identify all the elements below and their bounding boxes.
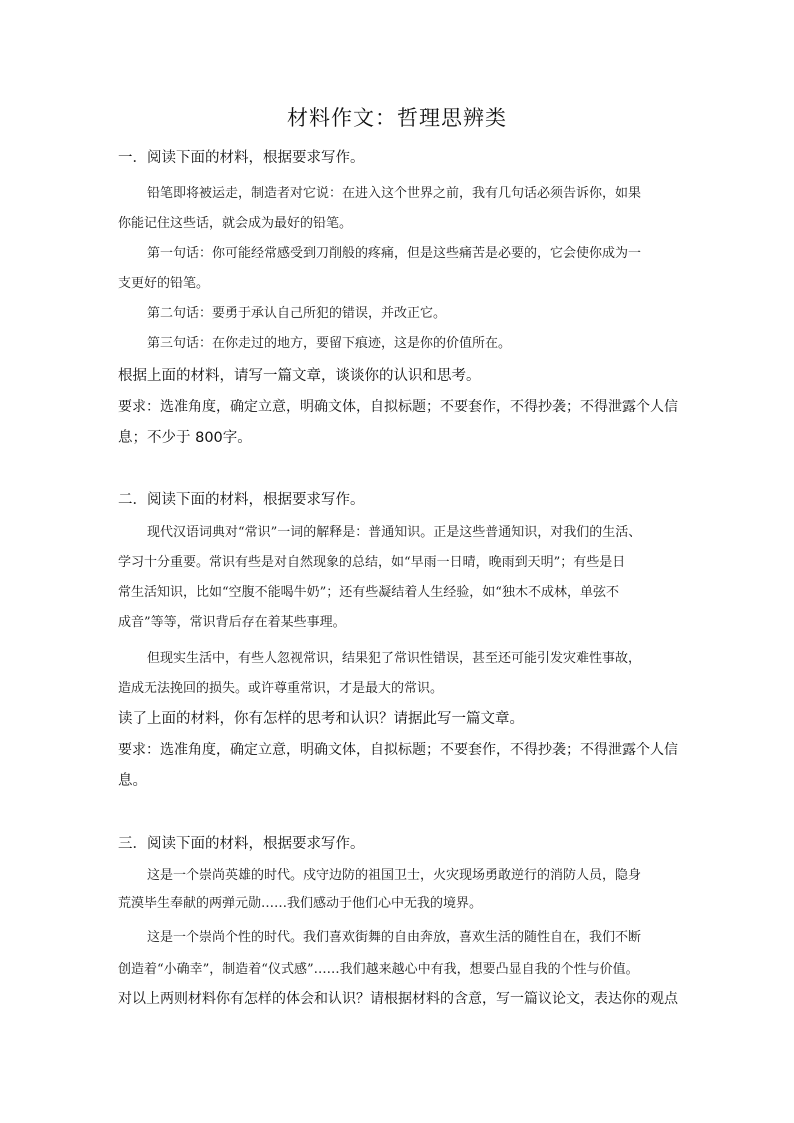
- q2-material-line: 学习十分重要。常识有些是对自然现象的总结，如“早雨一日晴，晚雨到天明”；有些是日: [118, 555, 626, 570]
- q3-material-line: 荒漠毕生奉献的两弹元勋……我们感动于他们心中无我的境界。: [118, 896, 483, 911]
- q2-requirement: 息。: [118, 773, 147, 789]
- q2-material-line: 常生活知识，比如“空腹不能喝牛奶”；还有些凝结着人生经验，如“独木不成林，单弦不: [118, 585, 619, 600]
- q3-material-line: 这是一个崇尚英雄的时代。戍守边防的祖国卫士，火灾现场勇敢逆行的消防人员，隐身: [147, 868, 642, 883]
- q3-prompt: 对以上两则材料你有怎样的体会和认识？请根据材料的含意，写一篇议论文，表达你的观点: [118, 991, 678, 1007]
- q1-material-line: 第二句话：要勇于承认自己所犯的错误，并改正它。: [147, 306, 447, 321]
- q2-material-line: 造成无法挽回的损失。或许尊重常识，才是最大的常识。: [118, 681, 444, 696]
- q2-requirement: 要求：选准角度，确定立意，明确文体，自拟标题；不要套作，不得抄袭；不得泄露个人信: [118, 742, 678, 758]
- q2-material-line: 但现实生活中，有些人忽视常识，结果犯了常识性错误，甚至还可能引发灾难性事故，: [147, 651, 642, 666]
- q1-material-line: 第一句话：你可能经常感受到刀削般的疼痛，但是这些痛苦是必要的，它会使你成为一: [147, 246, 642, 261]
- q1-requirement: 要求：选准角度，确定立意，明确文体，自拟标题；不要套作，不得抄袭；不得泄露个人信: [118, 399, 678, 415]
- q1-material-line: 你能记住这些话，就会成为最好的铅笔。: [118, 216, 353, 231]
- q1-heading: 一．阅读下面的材料，根据要求写作。: [118, 150, 365, 166]
- q1-material-line: 支更好的铅笔。: [118, 276, 210, 291]
- q2-heading: 二．阅读下面的材料，根据要求写作。: [118, 492, 365, 508]
- q1-material-line: 铅笔即将被运走，制造者对它说：在进入这个世界之前，我有几句话必须告诉你，如果: [147, 186, 642, 201]
- q3-heading: 三．阅读下面的材料，根据要求写作。: [118, 836, 365, 852]
- q1-prompt: 根据上面的材料，请写一篇文章，谈谈你的认识和思考。: [118, 368, 481, 384]
- q1-material-line: 第三句话：在你走过的地方，要留下痕迹，这是你的价值所在。: [147, 336, 512, 351]
- q2-material-line: 成音”等等，常识背后存在着某些事理。: [118, 615, 346, 630]
- page-title: 材料作文：哲理思辨类: [287, 106, 507, 130]
- q3-material-line: 创造着“小确幸”，制造着“仪式感”……我们越来越心中有我，想要凸显自我的个性与价值。: [118, 962, 639, 977]
- q1-requirement: 息；不少于 800字。: [118, 430, 252, 446]
- q2-prompt: 读了上面的材料，你有怎样的思考和认识？请据此写一篇文章。: [118, 711, 524, 727]
- q3-material-line: 这是一个崇尚个性的时代。我们喜欢街舞的自由奔放，喜欢生活的随性自在，我们不断: [147, 930, 642, 945]
- q2-material-line: 现代汉语词典对“常识”一词的解释是：普通知识。正是这些普通知识，对我们的生活、: [147, 525, 642, 540]
